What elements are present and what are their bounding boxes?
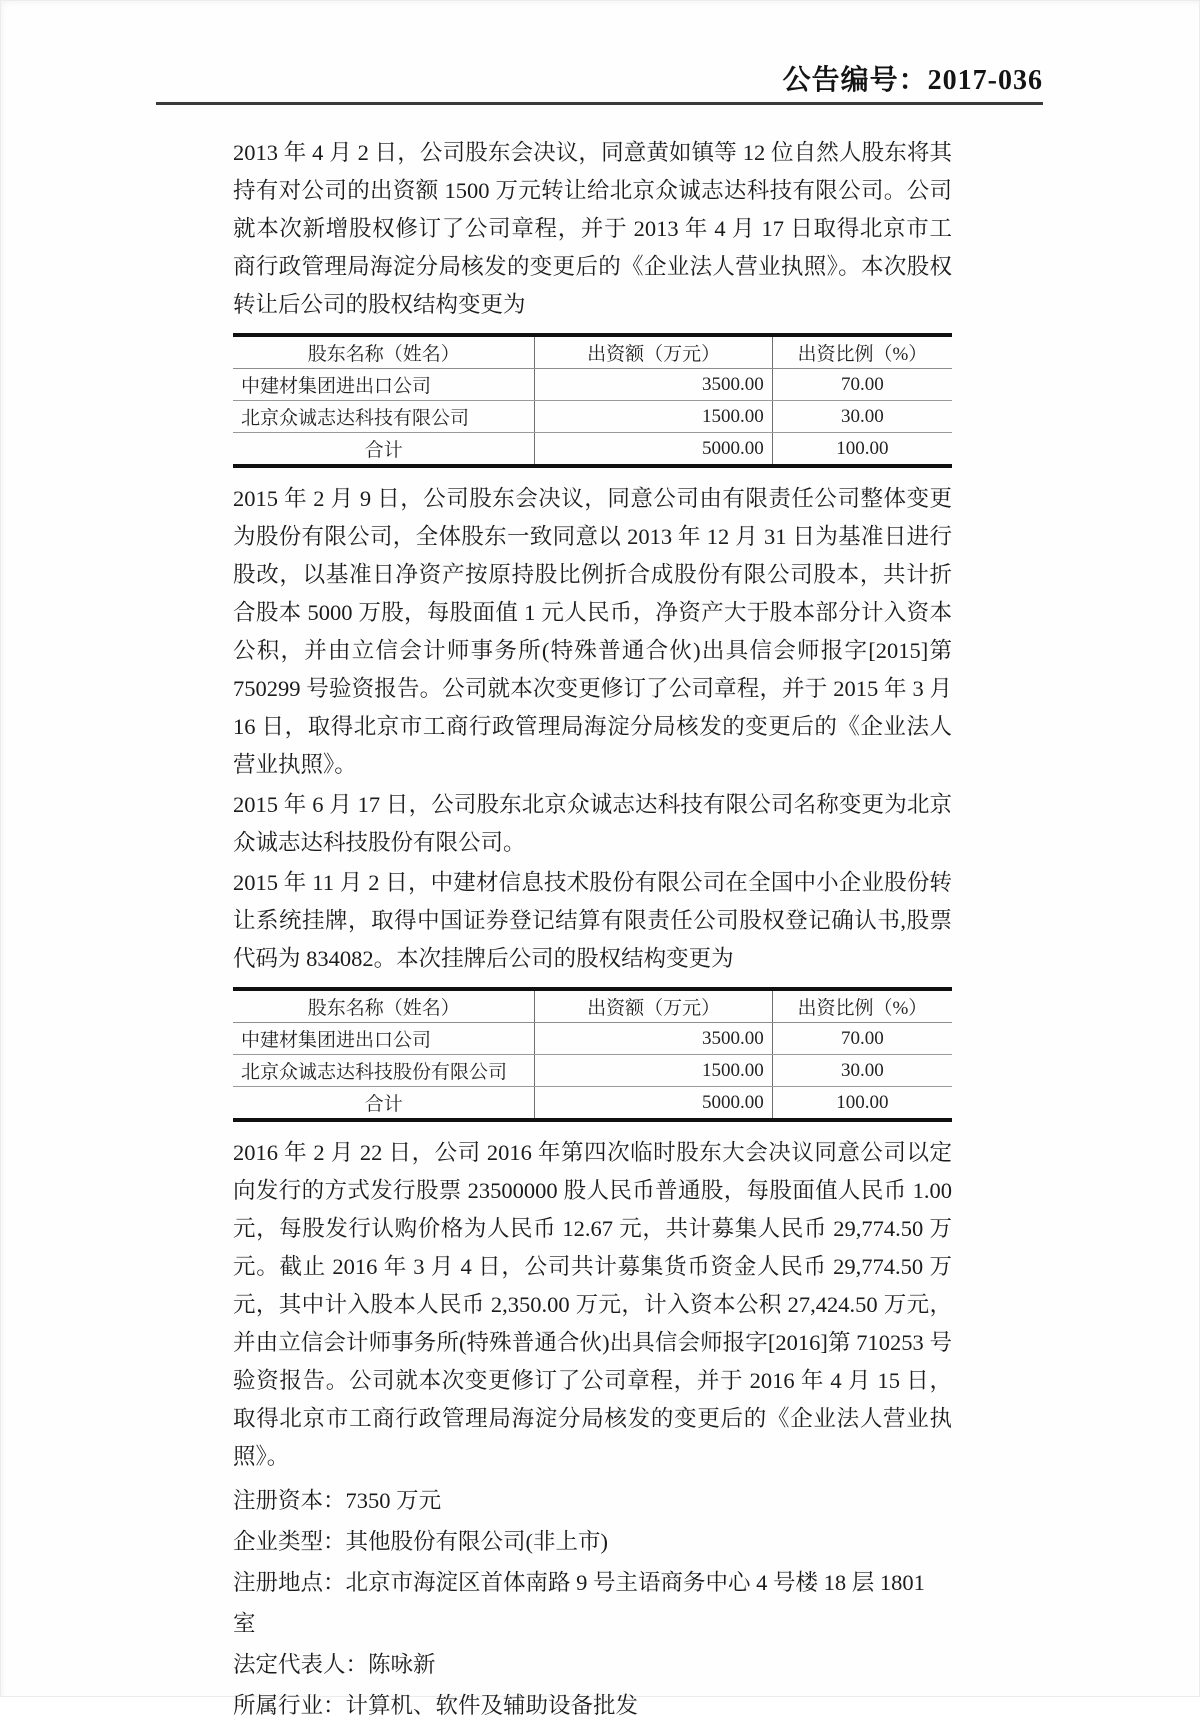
total-label-cell: 合计 (233, 1087, 535, 1121)
ratio-cell: 30.00 (772, 401, 952, 433)
amount-cell: 3500.00 (535, 1023, 772, 1055)
column-header-shareholder: 股东名称（姓名） (233, 335, 535, 369)
ratio-cell: 70.00 (772, 1023, 952, 1055)
amount-cell: 1500.00 (535, 1055, 772, 1087)
total-ratio-cell: 100.00 (836, 437, 889, 459)
column-header-amount: 出资额（万元） (535, 989, 772, 1023)
shareholder-table-2015 (233, 987, 952, 1122)
table-row (233, 369, 952, 401)
info-registered-address: 注册地点：北京市海淀区首体南路 9 号主语商务中心 4 号楼 18 层 1801 室 (233, 1570, 925, 1636)
registration-info (233, 1480, 952, 1726)
column-header-amount: 出资额（万元） (535, 335, 772, 369)
table-header-row (233, 335, 952, 369)
table-row (233, 1055, 952, 1087)
amount-cell: 1500.00 (535, 401, 772, 433)
table-row (233, 401, 952, 433)
paragraph-2015-rename: 2015 年 6 月 17 日，公司股东北京众诚志达科技有限公司名称变更为北京众诚志达科技股份有限公司。 (233, 792, 952, 855)
shareholder-name-cell: 中建材集团进出口公司 (233, 1023, 535, 1055)
total-amount-cell: 5000.00 (535, 1087, 772, 1121)
shareholder-name-cell: 中建材集团进出口公司 (233, 369, 535, 401)
table-total-row (233, 433, 952, 467)
ratio-cell: 70.00 (772, 369, 952, 401)
header-rule (156, 102, 1043, 105)
table-total-row (233, 1087, 952, 1121)
shareholder-table-2013 (233, 333, 952, 468)
info-enterprise-type: 企业类型：其他股份有限公司(非上市) (233, 1529, 608, 1554)
total-amount-cell: 5000.00 (535, 433, 772, 467)
ratio-cell: 30.00 (772, 1055, 952, 1087)
paragraph-2015-reform: 2015 年 2 月 9 日，公司股东会决议，同意公司由有限责任公司整体变更为股份有限公司，全体股东一致同意以 2013 年 12 月 31 日为基准日进行股改，以基准日净资产按原持股比例折合成股份有限公司股本，共计折合股本 5000 万股，每股面值 1 元人民币，净资产大于股本部分计入资本公积，并由立信会计师事务所(特殊普通合伙)出具信会师报字[2015]第 750299 号验资报告。公司就本次变更修订了公司章程，并于 2015 年 3 月 16 日，取得北京市工商行政管理局海淀分局核发的变更后的《企业法人营业执照》。 (233, 486, 952, 777)
info-legal-representative: 法定代表人：陈咏新 (233, 1652, 436, 1677)
column-header-ratio: 出资比例（%） (772, 989, 952, 1023)
shareholder-name-cell: 北京众诚志达科技有限公司 (233, 401, 535, 433)
amount-cell: 3500.00 (535, 369, 772, 401)
document-body (233, 134, 952, 1726)
table-row (233, 1023, 952, 1055)
shareholder-name-cell: 北京众诚志达科技股份有限公司 (233, 1055, 535, 1087)
table-header-row (233, 989, 952, 1023)
total-ratio-cell: 100.00 (836, 1091, 889, 1113)
paragraph-2016-issuance: 2016 年 2 月 22 日，公司 2016 年第四次临时股东大会决议同意公司以定向发行的方式发行股票 23500000 股人民币普通股，每股面值人民币 1.00 元，每股发行认购价格为人民币 12.67 元，共计募集人民币 29,774.50 万元。截止 2016 年 3 月 4 日，公司共计募集货币资金人民币 29,774.50 万元，其中计入股本人民币 2,350.00 万元，计入资本公积 27,424.50 万元，并由立信会计师事务所(特殊普通合伙)出具信会师报字[2016]第 710253 号验资报告。公司就本次变更修订了公司章程，并于 2016 年 4 月 15 日，取得北京市工商行政管理局海淀分局核发的变更后的《企业法人营业执照》。 (233, 1140, 952, 1469)
column-header-shareholder: 股东名称（姓名） (233, 989, 535, 1023)
info-registered-capital: 注册资本：7350 万元 (233, 1488, 442, 1513)
total-label-cell: 合计 (233, 433, 535, 467)
info-industry: 所属行业：计算机、软件及辅助设备批发 (233, 1693, 639, 1718)
paragraph-2013-share-transfer: 2013 年 4 月 2 日，公司股东会决议，同意黄如镇等 12 位自然人股东将其持有对公司的出资额 1500 万元转让给北京众诚志达科技有限公司。公司就本次新增股权修订了公司章程，并于 2013 年 4 月 17 日取得北京市工商行政管理局海淀分局核发的变更后的《企业法人营业执照》。本次股权转让后公司的股权结构变更为 (233, 140, 952, 317)
paragraph-2015-listing: 2015 年 11 月 2 日，中建材信息技术股份有限公司在全国中小企业股份转让系统挂牌，取得中国证券登记结算有限责任公司股权登记确认书,股票代码为 834082。本次挂牌后公司的股权结构变更为 (233, 870, 952, 971)
column-header-ratio: 出资比例（%） (772, 335, 952, 369)
announcement-number: 公告编号：2017-036 (782, 65, 1043, 96)
